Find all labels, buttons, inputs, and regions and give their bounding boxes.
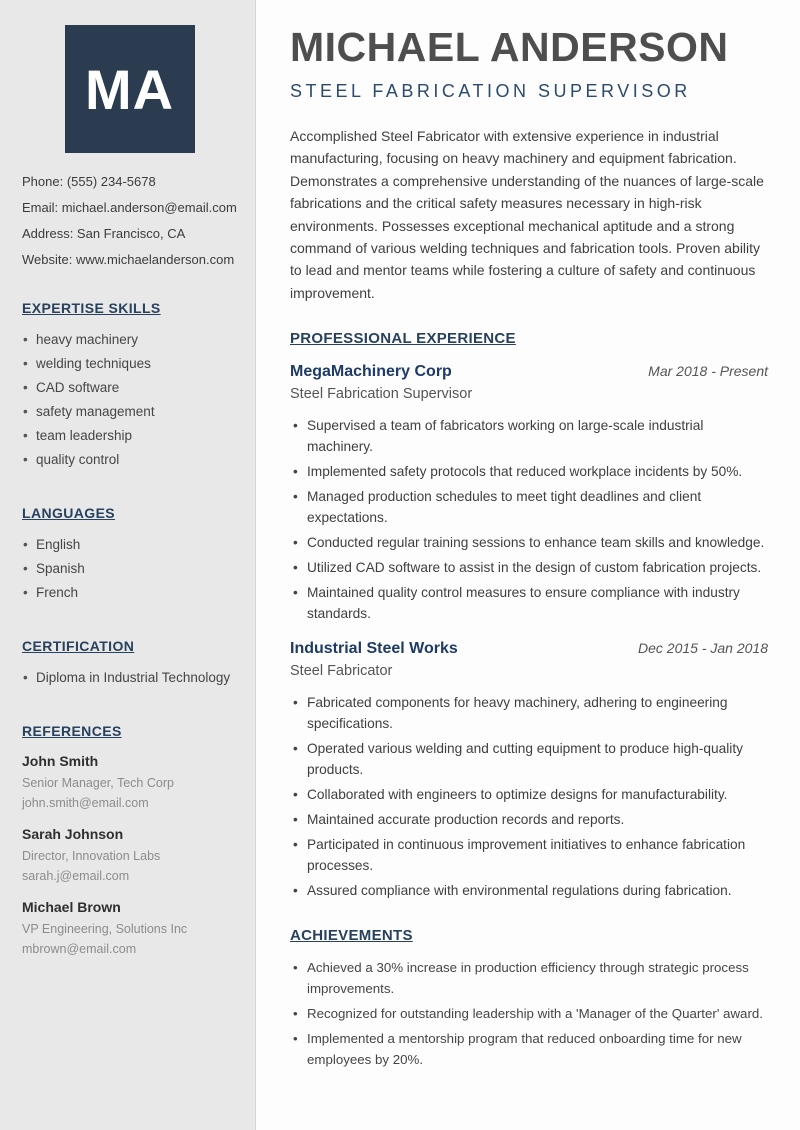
job-dates: Dec 2015 - Jan 2018 (638, 640, 768, 657)
reference-name: John Smith (22, 753, 99, 769)
job-header (290, 363, 768, 381)
achievements-section (290, 927, 768, 1070)
expertise-list (22, 328, 237, 472)
list-item: • Assured compliance with environmental regulations during fabrication. (290, 880, 768, 901)
reference-entry (22, 826, 237, 886)
page-title: MICHAEL ANDERSON (290, 24, 729, 70)
list-item: • Maintained quality control measures to ensure compliance with industry standards. (290, 582, 768, 624)
experience-section (290, 330, 768, 901)
list-item: • team leadership (22, 424, 237, 448)
certification-list (22, 666, 237, 690)
list-item: • Achieved a 30% increase in production efficiency through strategic process improvements. (290, 957, 768, 999)
reference-email: john.smith@email.com (22, 796, 149, 810)
list-item: • Maintained accurate production records and reports. (290, 809, 768, 830)
list-item: • French (22, 581, 237, 605)
list-item: • Spanish (22, 557, 237, 581)
job-role: Steel Fabricator (290, 663, 393, 680)
reference-name: Sarah Johnson (22, 826, 124, 842)
avatar-initials: MA (84, 57, 175, 121)
list-item: • Recognized for outstanding leadership with a 'Manager of the Quarter' award. (290, 1003, 768, 1024)
sidebar (0, 0, 256, 1130)
list-item: • Implemented a mentorship program that reduced onboarding time for new employees by 20%. (290, 1028, 768, 1070)
list-item: • Operated various welding and cutting equipment to produce high-quality products. (290, 738, 768, 780)
avatar (65, 25, 195, 153)
certification-heading: CERTIFICATION (22, 638, 135, 654)
reference-entry (22, 753, 237, 813)
list-item: • CAD software (22, 376, 237, 400)
company-name: MegaMachinery Corp (290, 363, 452, 381)
list-item: • safety management (22, 400, 237, 424)
list-item: • Managed production schedules to meet tight deadlines and client expectations. (290, 486, 768, 528)
reference-title: Senior Manager, Tech Corp (22, 776, 174, 790)
list-item: • heavy machinery (22, 328, 237, 352)
languages-heading: LANGUAGES (22, 505, 116, 521)
reference-name: Michael Brown (22, 899, 121, 915)
reference-title: VP Engineering, Solutions Inc (22, 922, 188, 936)
list-item: • Conducted regular training sessions to enhance team skills and knowledge. (290, 532, 768, 553)
achievements-heading: ACHIEVEMENTS (290, 927, 413, 945)
reference-email: mbrown@email.com (22, 942, 137, 956)
job-entry (290, 363, 768, 624)
list-item: • Utilized CAD software to assist in the design of custom fabrication projects. (290, 557, 768, 578)
expertise-section (22, 300, 237, 472)
reference-title: Director, Innovation Labs (22, 849, 161, 863)
job-bullet-list (290, 415, 768, 624)
contact-website: Website: www.michaelanderson.com (22, 252, 235, 267)
list-item: • English (22, 533, 237, 557)
certification-section (22, 638, 237, 690)
references-section (22, 723, 237, 959)
expertise-heading: EXPERTISE SKILLS (22, 300, 161, 316)
professional-title: STEEL FABRICATION SUPERVISOR (290, 81, 691, 102)
job-header (290, 640, 768, 658)
languages-list (22, 533, 237, 605)
list-item: • quality control (22, 448, 237, 472)
company-name: Industrial Steel Works (290, 640, 458, 658)
list-item: • Diploma in Industrial Technology (22, 666, 237, 690)
job-role: Steel Fabrication Supervisor (290, 386, 473, 403)
list-item: • welding techniques (22, 352, 237, 376)
contact-address: Address: San Francisco, CA (22, 226, 186, 241)
languages-section (22, 505, 237, 605)
achievements-list (290, 957, 768, 1070)
list-item: • Collaborated with engineers to optimize designs for manufacturability. (290, 784, 768, 805)
contact-info (22, 175, 237, 267)
main-content (256, 0, 800, 1130)
list-item: • Implemented safety protocols that reduced workplace incidents by 50%. (290, 461, 768, 482)
experience-heading: PROFESSIONAL EXPERIENCE (290, 330, 516, 348)
job-entry (290, 640, 768, 901)
contact-email: Email: michael.anderson@email.com (22, 200, 237, 215)
list-item: • Supervised a team of fabricators working on large-scale industrial machinery. (290, 415, 768, 457)
job-bullet-list (290, 692, 768, 901)
job-dates: Mar 2018 - Present (648, 363, 768, 380)
reference-entry (22, 899, 237, 959)
list-item: • Participated in continuous improvement initiatives to enhance fabrication processes. (290, 834, 768, 876)
summary-paragraph: Accomplished Steel Fabricator with extensive experience in industrial manufacturing, focusing on heavy machinery and equipment fabrication. Demonstrates a comprehensive understanding of the nuances of large-scale fabrications and the critical safety measures necessary in high-risk environments. Possesses exceptional mechanical aptitude and a strong command of various welding techniques and fabrication tools. Proven ability to lead and mentor teams while fostering a culture of safety and continuous improvement. (290, 128, 764, 301)
reference-email: sarah.j@email.com (22, 869, 130, 883)
references-heading: REFERENCES (22, 723, 122, 739)
list-item: • Fabricated components for heavy machinery, adhering to engineering specifications. (290, 692, 768, 734)
contact-phone: Phone: (555) 234-5678 (22, 174, 156, 189)
